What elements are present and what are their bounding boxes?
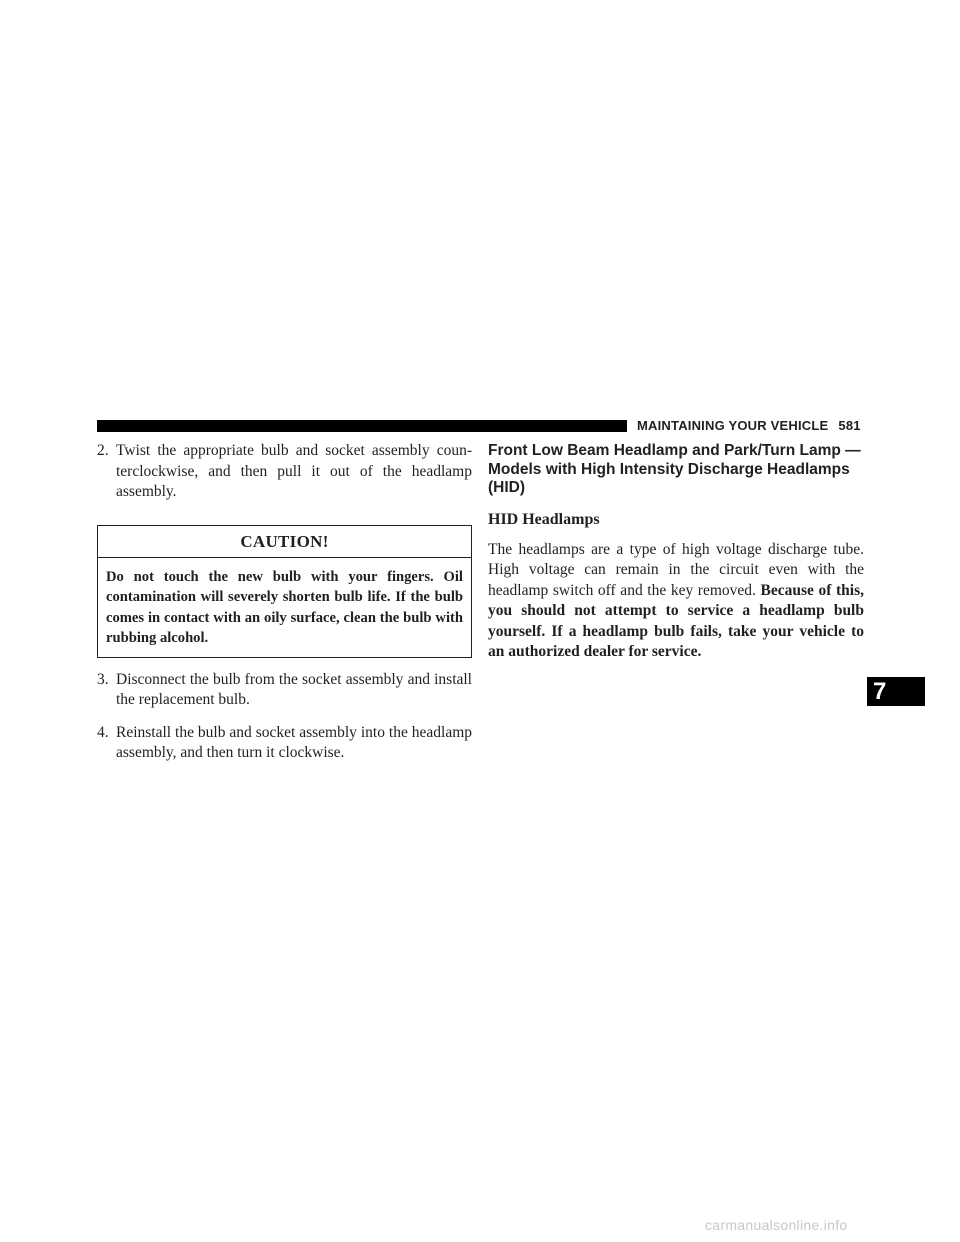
section-heading: Front Low Beam Headlamp and Park/Turn Lamp — Models with High Intensity Discharge Headlamps (HID) <box>488 442 861 496</box>
watermark: carmanualsonline.info <box>705 1217 848 1233</box>
step-text: Twist the appropriate bulb and socket assembly counterclockwise, and then pull it out of the headlamp assembly. <box>116 442 472 500</box>
caution-body: Do not touch the new bulb with your fingers. Oil contamination will severely shorten bulb life. If the bulb comes in contact with an oily surface, clean the bulb with rubbing alcohol. <box>106 568 463 646</box>
caution-title: CAUTION! <box>98 526 471 558</box>
step-number: 3. <box>97 670 109 688</box>
hid-paragraph <box>488 540 864 663</box>
step-number: 2. <box>97 442 109 459</box>
step-text: Disconnect the bulb from the socket assembly and install the replacement bulb. <box>116 670 472 708</box>
paragraph-normal-text: The headlamps are a type of high voltage discharge tube. High voltage can remain in the circuit even with the headlamp switch off and the key removed. <box>488 540 864 599</box>
section-title: MAINTAINING YOUR VEHICLE <box>637 418 829 433</box>
step-3 <box>97 670 472 711</box>
caution-box <box>97 525 472 658</box>
chapter-tab: 7 <box>867 677 925 706</box>
step-4 <box>97 723 472 764</box>
header-rule <box>97 420 627 432</box>
step-text: Reinstall the bulb and socket assembly into the headlamp assembly, and then turn it clockwise. <box>116 723 472 761</box>
left-column <box>97 441 472 764</box>
paragraph-bold-text: Because of this, you should not attempt to service a headlamp bulb yourself. If a headlamp bulb fails, take your vehicle to an authorized dealer for service. <box>488 581 865 660</box>
sub-heading: HID Headlamps <box>488 510 600 528</box>
right-column <box>488 441 864 663</box>
running-header <box>637 418 861 433</box>
step-2 <box>97 441 472 503</box>
page-number: 581 <box>838 418 861 433</box>
step-number: 4. <box>97 723 109 741</box>
